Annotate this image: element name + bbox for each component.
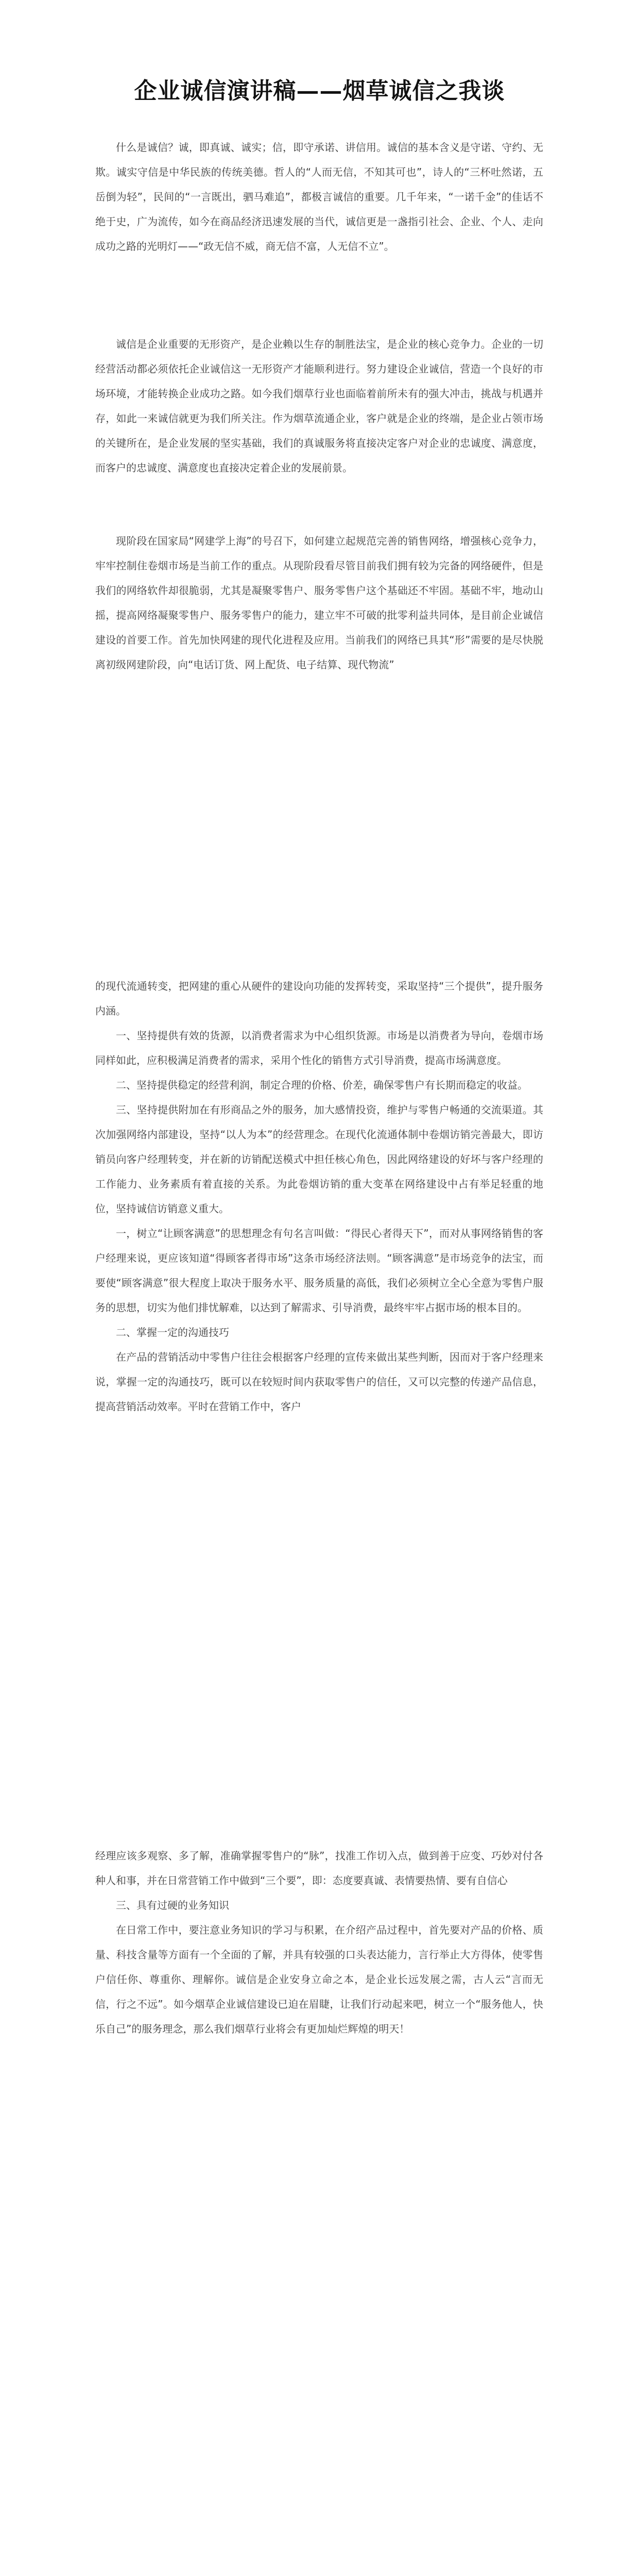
- text-block-3: [95, 529, 543, 801]
- paragraph-4: 的现代流通转变，把网建的重心从硬件的建设向功能的发挥转变，采取坚持“三个提供”，提升服务内涵。: [95, 980, 543, 1017]
- paragraph-9: 在产品的营销活动中零售户往往会根据客户经理的宣传来做出某些判断，因而对于客户经理来说，掌握一定的沟通技巧，既可以在较短时间内获取零售户的信任，又可以完整的传递产品信息，提高营销活动效率。平时在营销工作中，客户: [95, 1351, 543, 1413]
- text-block-1: [95, 135, 543, 333]
- text-block-2: [95, 332, 543, 530]
- text-block-4: [95, 974, 543, 1710]
- text-block-5: [95, 1843, 543, 2214]
- paragraph-11: 在日常工作中，要注意业务知识的学习与积累，在介绍产品过程中，首先要对产品的价格、质量、科技含量等方面有一个全面的了解，并具有较强的口头表达能力，言行举止大方得体，使零售户信任你、尊重你、理解你。诚信是企业安身立命之本，是企业长远发展之需，古人云“言而无信，行之不远”。如今烟草企业诚信建设已迫在眉睫，让我们行动起来吧，树立一个“服务他人，快乐自己”的服务理念，那么我们烟草行业将会有更加灿烂辉煌的明天！: [95, 1924, 543, 2035]
- paragraph-10: 经理应该多观察、多了解，准确掌握零售户的“脉”，找准工作切入点，做到善于应变、巧妙对付各种人和事，并在日常营销工作中做到“三个要”，即：态度要真诚、表情要热情、要有自信心: [95, 1850, 543, 1887]
- paragraph-1: 什么是诚信？诚，即真诚、诚实；信，即守承诺、讲信用。诚信的基本含义是守诺、守约、无欺。诚实守信是中华民族的传统美德。哲人的“人而无信，不知其可也”，诗人的“三杯吐然诺，五岳倒为轻”，民间的“一言既出，驷马难追”，都极言诚信的重要。几千年来，“一诺千金”的佳话不绝于史，广为流传，如今在商品经济迅速发展的当代，诚信更是一盏指引社会、企业、个人、走向成功之路的光明灯——“政无信不威，商无信不富，人无信不立”。: [95, 141, 543, 252]
- paragraph-3: 现阶段在国家局“网建学上海”的号召下，如何建立起规范完善的销售网络，增强核心竞争力，牢牢控制住卷烟市场是当前工作的重点。从现阶段看尽管目前我们拥有较为完备的网络硬件，但是我们的网络软件却很脆弱，尤其是凝聚零售户、服务零售户这个基础还不牢固。基础不牢，地动山摇，提高网络凝聚零售户、服务零售户的能力，建立牢不可破的批零利益共同体，是目前企业诚信建设的首要工作。首先加快网建的现代化进程及应用。当前我们的网络已具其“形”需要的是尽快脱离初级网建阶段，向“电话订货、网上配货、电子结算、现代物流”: [95, 535, 543, 671]
- document-title: 企业诚信演讲稿——烟草诚信之我谈: [134, 78, 505, 104]
- paragraph-5: 一、坚持提供有效的货源，以消费者需求为中心组织货源。市场是以消费者为导向，卷烟市场同样如此，应积极满足消费者的需求，采用个性化的销售方式引导消费，提高市场满意度。: [95, 1029, 543, 1066]
- paragraph-6: 二、坚持提供稳定的经营利润，制定合理的价格、价差，确保零售户有长期而稳定的收益。: [116, 1079, 528, 1091]
- section-heading-2: 二、掌握一定的沟通技巧: [116, 1326, 229, 1338]
- paragraph-8: 一，树立“让顾客满意”的思想理念有句名言叫做：“得民心者得天下”，而对从事网络销售的客户经理来说，更应该知道“得顾客者得市场”这条市场经济法则。“顾客满意”是市场竞争的法宝，而要使“顾客满意”很大程度上取决于服务水平、服务质量的高低，我们必须树立全心全意为零售户服务的思想，切实为他们排忧解难，以达到了解需求、引导消费，最终牢牢占据市场的根本目的。: [95, 1227, 543, 1314]
- section-heading-3: 三、具有过硬的业务知识: [116, 1899, 229, 1911]
- paragraph-7: 三、坚持提供附加在有形商品之外的服务，加大感情投资，维护与零售户畅通的交流渠道。其次加强网络内部建设，坚持“以人为本”的经营理念。在现代化流通体制中卷烟访销完善最大，即访销员向客户经理转变，并在新的访销配送模式中担任核心角色，因此网络建设的好坏与客户经理的工作能力、业务素质有着直接的关系。为此卷烟访销的重大变革在网络建设中占有举足轻重的地位，坚持诚信访销意义重大。: [95, 1104, 543, 1215]
- paragraph-2: 诚信是企业重要的无形资产，是企业赖以生存的制胜法宝，是企业的核心竞争力。企业的一切经营活动都必须依托企业诚信这一无形资产才能顺利进行。努力建设企业诚信，营造一个良好的市场环境，才能转换企业成功之路。如今我们烟草行业也面临着前所未有的强大冲击，挑战与机遇并存，如此一来诚信就更为我们所关注。作为烟草流通企业，客户就是企业的终端，是企业占领市场的关键所在，是企业发展的坚实基础，我们的真诚服务将直接决定客户对企业的忠诚度、满意度，而客户的忠诚度、满意度也直接决定着企业的发展前景。: [95, 338, 543, 474]
